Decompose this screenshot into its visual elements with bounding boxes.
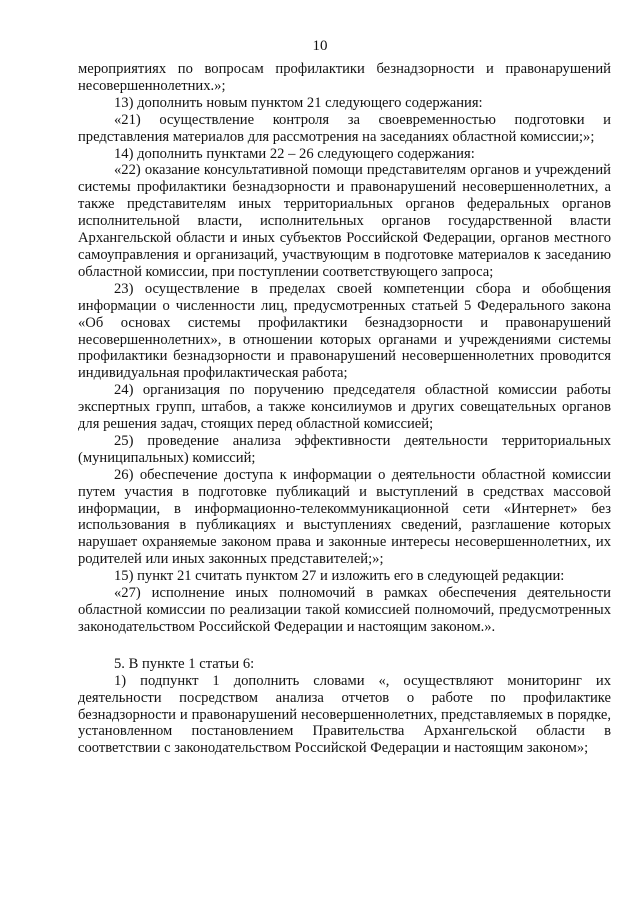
paragraph-subitem-1: 1) подпункт 1 дополнить словами «, осуществляют мониторинг их деятельности посредством анализа отчетов о работе по профилактике безнадзорности и правонарушений несовершеннолетних, представляемых в порядке, установленном постановлением Правительства Архангельской области в соответствии с законодательством Российской Федерации и настоящим законом»; bbox=[78, 672, 611, 757]
paragraph-item-26: 26) обеспечение доступа к информации о деятельности областной комиссии путем участия в подготовке публикаций и выступлений в средствах массовой информации, в информационно-телекоммуникационной сети «Интернет» без использования в публикациях и выступлениях сведений, разглашение которых нарушает охраняемые законом права и законные интересы несовершеннолетних, их родителей или иных законных представителей;»; bbox=[78, 466, 611, 568]
paragraph-continuation: мероприятиях по вопросам профилактики безнадзорности и правонарушений несовершеннолетних.»; bbox=[78, 61, 611, 94]
paragraph-item-13: 13) дополнить новым пунктом 21 следующего содержания: bbox=[114, 94, 483, 111]
page-number: 10 bbox=[312, 38, 328, 54]
paragraph-item-21-text: «21) осуществление контроля за своевременностью подготовки и представления материалов для рассмотрения на заседаниях областной комиссии;»; bbox=[78, 111, 611, 145]
paragraph-item-27: «27) исполнение иных полномочий в рамках обеспечения деятельности областной комиссии по реализации такой комиссией полномочий, предусмотренных законодательством Российской Федерации и настоящим законом.». bbox=[78, 585, 611, 635]
paragraph-item-14: 14) дополнить пунктами 22 – 26 следующего содержания: bbox=[114, 145, 475, 162]
paragraph-spacer bbox=[78, 636, 611, 656]
paragraph-item-15: 15) пункт 21 считать пунктом 27 и изложить его в следующей редакции: bbox=[114, 568, 565, 585]
paragraph-item-25: 25) проведение анализа эффективности деятельности территориальных (муниципальных) комиссий; bbox=[78, 432, 611, 466]
paragraph-item-23: 23) осуществление в пределах своей компетенции сбора и обобщения информации о численности лиц, предусмотренных статьей 5 Федерального закона «Об основах системы профилактики безнадзорности и правонарушений несовершеннолетних», в отношении которых органами и учреждениями системы профилактики безнадзорности и правонарушений несовершеннолетних проводится индивидуальная профилактическая работа; bbox=[78, 280, 611, 382]
paragraph-item-22: «22) оказание консультативной помощи представителям органов и учреждений системы профилактики безнадзорности и правонарушений несовершеннолетних, а также представителям иных территориальных органов федеральных органов исполнительной власти, исполнительных органов государственной власти Архангельской области и иных субъектов Российской Федерации, органов местного самоуправления и организаций, участвующим в подготовке материалов к заседанию областной комиссии, при поступлении соответствующего запроса; bbox=[78, 162, 611, 280]
section-heading-article-6: 5. В пункте 1 статьи 6: bbox=[114, 655, 255, 672]
document-body bbox=[78, 61, 611, 757]
paragraph-item-24: 24) организация по поручению председателя областной комиссии работы экспертных групп, штабов, а также консилиумов и других совещательных органов для решения задач, стоящих перед областной комиссией; bbox=[78, 382, 611, 433]
